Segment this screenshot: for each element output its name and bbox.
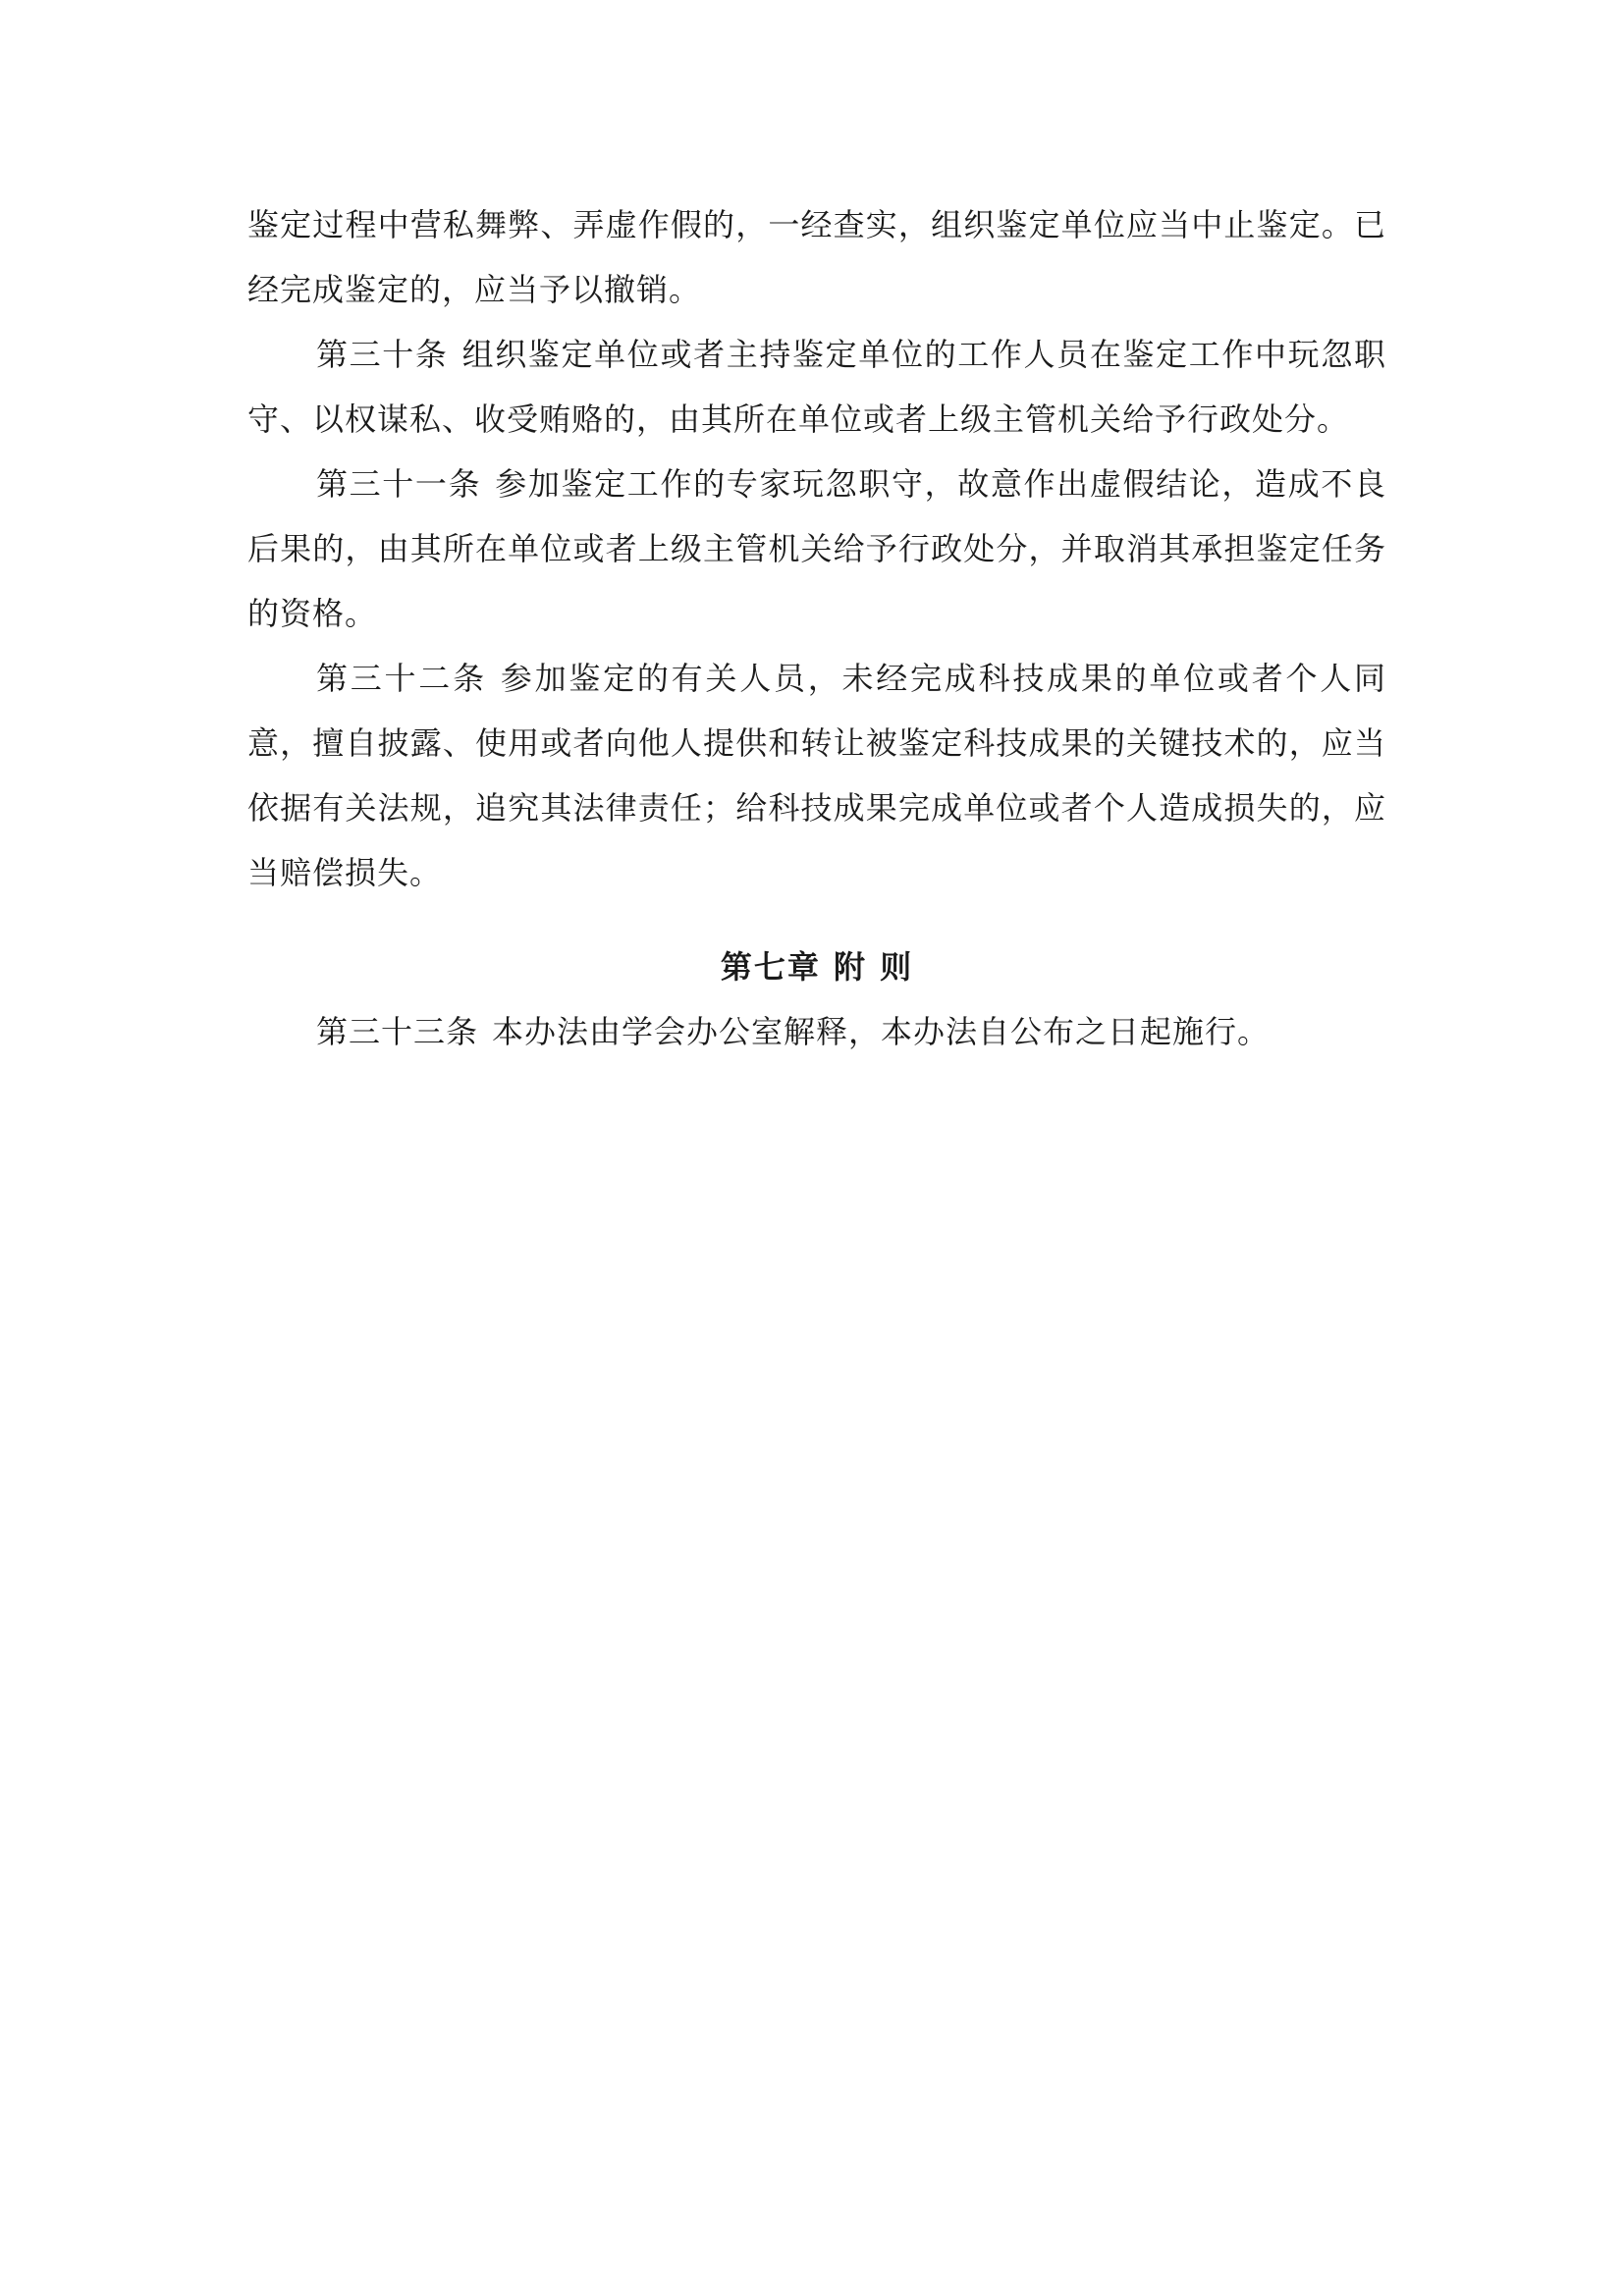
article-text: 参加鉴定工作的专家玩忽职守，故意作出虚假结论，造成不良后果的，由其所在单位或者上级主管机关给予行政处分，并取消其承担鉴定任务的资格。: [247, 465, 1386, 632]
article-text: 本办法由学会办公室解释，本办法自公布之日起施行。: [492, 1013, 1271, 1050]
paragraph-continuation: [247, 192, 1386, 322]
article-text: 组织鉴定单位或者主持鉴定单位的工作人员在鉴定工作中玩忽职守、以权谋私、收受贿赂的，由其所在单位或者上级主管机关给予行政处分。: [247, 336, 1386, 438]
article-30: [247, 322, 1386, 452]
paragraph-text: 鉴定过程中营私舞弊、弄虚作假的，一经查实，组织鉴定单位应当中止鉴定。已经完成鉴定的，应当予以撤销。: [247, 206, 1386, 308]
chapter-heading: 第七章 附 则: [720, 948, 914, 986]
article-number: 第三十三条: [316, 1013, 479, 1050]
article-number: 第三十二条: [316, 660, 487, 697]
article-number: 第三十条: [316, 336, 449, 373]
article-number: 第三十一条: [316, 465, 482, 503]
article-31: [247, 452, 1386, 646]
article-32: [247, 646, 1386, 905]
document-body: [247, 192, 1386, 1064]
article-33: [247, 999, 1386, 1064]
article-text: 参加鉴定的有关人员，未经完成科技成果的单位或者个人同意，擅自披露、使用或者向他人提供和转让被鉴定科技成果的关键技术的，应当依据有关法规，追究其法律责任；给科技成果完成单位或者个人造成损失的，应当赔偿损失。: [247, 660, 1386, 891]
